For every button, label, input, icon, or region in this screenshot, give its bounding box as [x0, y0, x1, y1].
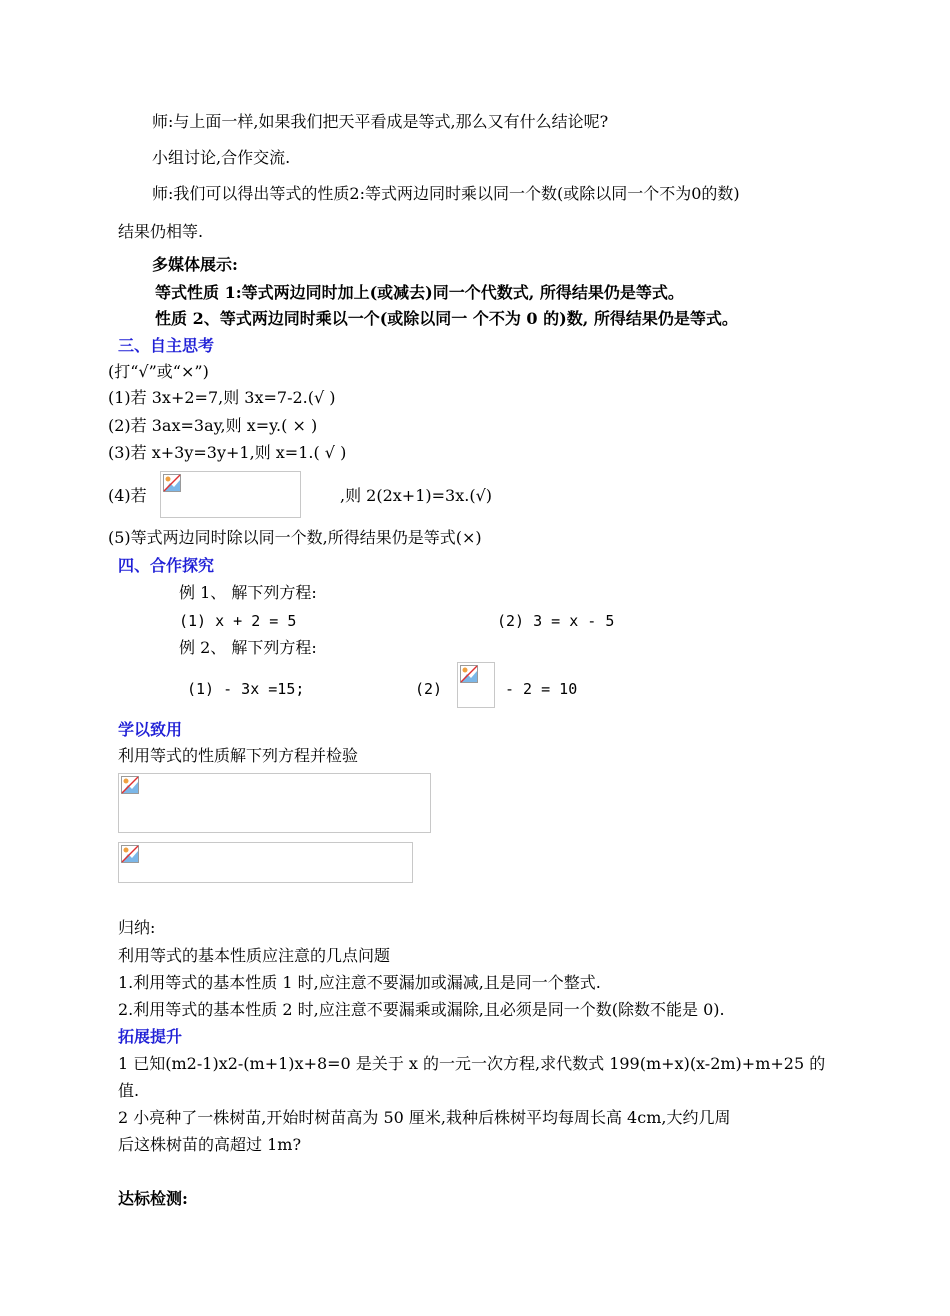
extend-heading: 拓展提升: [118, 1027, 183, 1046]
example-1-problem-2: (2) 3 = x - 5: [497, 612, 615, 630]
section-4-heading: 四、合作探究: [118, 556, 215, 575]
teacher-line-1: 师:与上面一样,如果我们把天平看成是等式,那么又有什么结论呢?: [152, 112, 609, 131]
apply-text: 利用等式的性质解下列方程并检验: [118, 746, 359, 765]
check-title: 达标检测:: [118, 1189, 188, 1208]
example-2-problem-1: (1) - 3x =15;: [187, 680, 305, 698]
broken-image-icon: [121, 776, 139, 794]
broken-image-icon: [163, 474, 181, 492]
summary-title: 归纳:: [118, 918, 156, 937]
example-2-problem-2-label: (2): [415, 680, 443, 698]
broken-image-icon: [121, 845, 139, 863]
extend-question-1-line-1: 1 已知(m2-1)x2-(m+1)x+8=0 是关于 x 的一元一次方程,求代数式 199(m+x)(x-2m)+m+25 的: [118, 1054, 826, 1073]
teacher-line-2: 小组讨论,合作交流.: [152, 148, 291, 167]
extend-question-2-line-2: 后这株树苗的高超过 1m?: [118, 1135, 302, 1154]
teacher-line-3: 师:我们可以得出等式的性质2:等式两边同时乘以同一个数(或除以同一个不为0的数): [152, 184, 740, 203]
example-1-title: 例 1、 解下列方程:: [179, 583, 317, 602]
example-1-problem-1: (1) x + 2 = 5: [179, 612, 297, 630]
summary-point-2: 2.利用等式的基本性质 2 时,应注意不要漏乘或漏除,且必须是同一个数(除数不能是 0).: [118, 1000, 725, 1019]
apply-equation-image-2: [118, 842, 413, 883]
apply-heading: 学以致用: [118, 720, 183, 739]
teacher-line-4: 结果仍相等.: [118, 222, 204, 241]
question-4-suffix: ,则 2(2x+1)=3x.(√): [340, 486, 493, 505]
example-2-title: 例 2、 解下列方程:: [179, 638, 317, 657]
media-title: 多媒体展示:: [152, 255, 238, 274]
question-4-prefix: (4)若: [108, 486, 147, 505]
media-property-1: 等式性质 1:等式两边同时加上(或减去)同一个代数式, 所得结果仍是等式。: [155, 283, 684, 302]
question-2: (2)若 3ax=3ay,则 x=y.( × ): [108, 416, 318, 435]
extend-question-1-line-2: 值.: [118, 1081, 140, 1100]
question-4-image: [160, 471, 301, 518]
extend-question-2-line-1: 2 小亮种了一株树苗,开始时树苗高为 50 厘米,栽种后株树平均每周长高 4cm,大约几周: [118, 1108, 731, 1127]
section-3-instruction: (打“√”或“×”): [108, 362, 209, 381]
question-1: (1)若 3x+2=7,则 3x=7-2.(√ ): [108, 388, 336, 407]
summary-subtitle: 利用等式的基本性质应注意的几点问题: [118, 946, 391, 965]
question-3: (3)若 x+3y=3y+1,则 x=1.( √ ): [108, 443, 347, 462]
example-2-fraction-image: [457, 662, 495, 708]
media-property-2: 性质 2、等式两边同时乘以一个(或除以同一 个不为 0 的)数, 所得结果仍是等式。: [155, 309, 738, 328]
broken-image-icon: [460, 665, 478, 683]
summary-point-1: 1.利用等式的基本性质 1 时,应注意不要漏加或漏减,且是同一个整式.: [118, 973, 601, 992]
example-2-problem-2-rest: - 2 = 10: [505, 680, 578, 698]
question-5: (5)等式两边同时除以同一个数,所得结果仍是等式(×): [108, 528, 482, 547]
apply-equation-image-1: [118, 773, 431, 833]
section-3-heading: 三、自主思考: [118, 336, 215, 355]
